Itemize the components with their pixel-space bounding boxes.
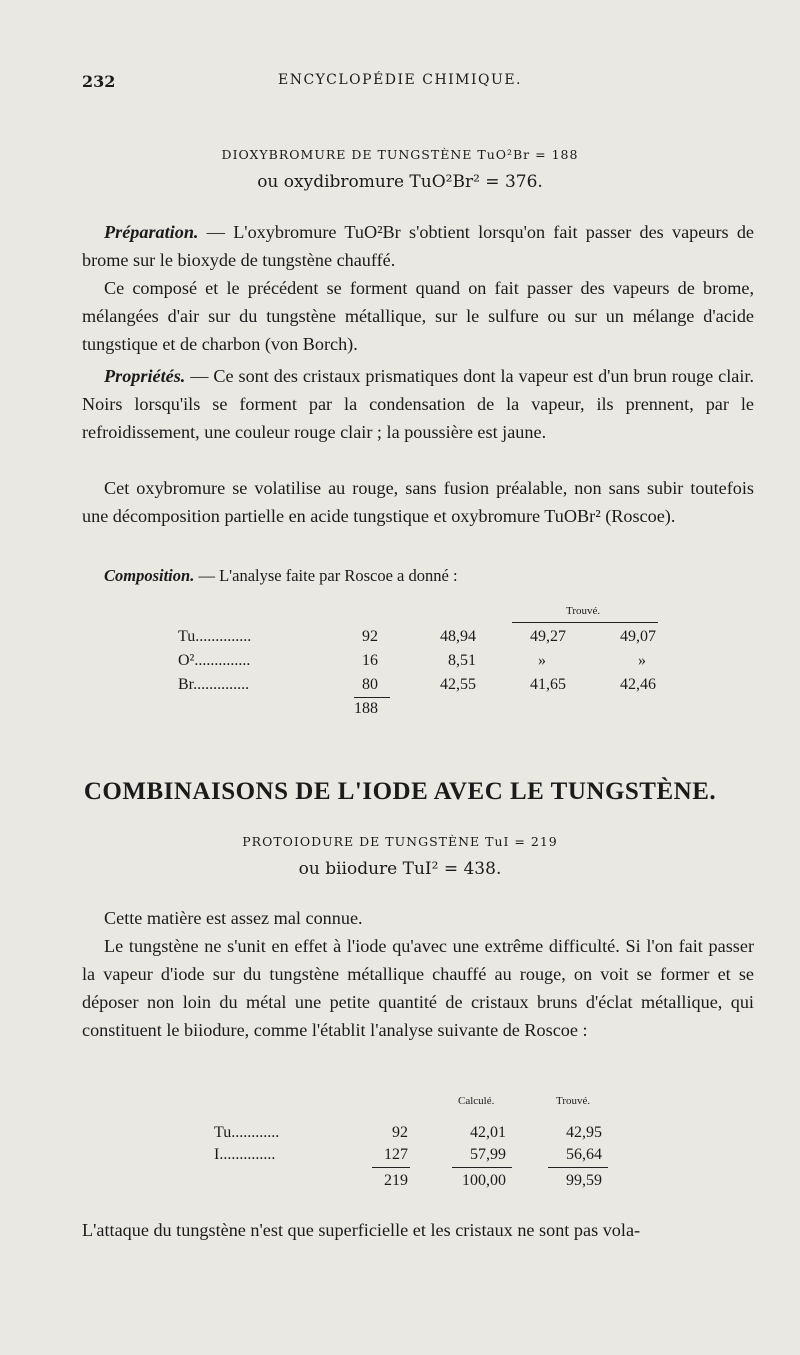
table-cell: »	[638, 652, 646, 669]
properties-label: Propriétés.	[104, 366, 186, 386]
table-total: 219	[384, 1172, 408, 1189]
table-cell: 48,94	[440, 628, 476, 645]
properties-text: — Ce sont des cristaux prismatiques dont la vapeur est d'un brun rouge clair. Noirs lorsqu'ils se forment par la condensation de la vapeur, ils prennent, par le refroidissement, une couleur rouge clair ; la poussière est jaune.	[82, 366, 754, 442]
found-header: Trouvé.	[566, 605, 601, 617]
table-cell: 92	[362, 628, 378, 645]
sum-rule	[372, 1167, 410, 1168]
table-row-element: Br..............	[178, 676, 250, 693]
table-cell: 16	[362, 652, 378, 669]
iodide-subtitle: ou biiodure TuI² = 438.	[298, 859, 502, 879]
table-cell: 8,51	[448, 652, 476, 669]
oxybromide-title: DIOXYBROMURE DE TUNGSTÈNE TuO²Br = 188	[221, 147, 579, 162]
table-row-element: I..............	[214, 1146, 276, 1163]
table-cell: 41,65	[530, 676, 566, 693]
calculated-header: Calculé.	[458, 1095, 495, 1107]
table-total: 100,00	[462, 1172, 506, 1189]
composition-text: — L'analyse faite par Roscoe a donné :	[194, 566, 458, 585]
section-title: COMBINAISONS DE L'IODE AVEC LE TUNGSTÈNE.	[83, 778, 717, 805]
preparation-label: Préparation.	[104, 222, 199, 242]
page-number: 232	[82, 72, 116, 91]
preparation-text: — L'oxybromure TuO²Br s'obtient lorsqu'on fait passer des vapeurs de brome sur le bioxyde de tungstène chauffé.	[82, 222, 754, 270]
table-row-element: O²..............	[178, 652, 251, 669]
composition-label: Composition.	[104, 566, 195, 585]
found-header: Trouvé.	[556, 1095, 591, 1107]
table-total: 99,59	[566, 1172, 602, 1189]
table-cell: 56,64	[566, 1146, 602, 1163]
table-cell: 42,46	[620, 676, 656, 693]
table-cell: 42,95	[566, 1124, 602, 1141]
table-cell: 127	[384, 1146, 408, 1163]
iodide-intro-paragraph: Cette matière est assez mal connue.	[104, 908, 363, 928]
table-row-element: Tu..............	[178, 628, 252, 645]
table-cell: 49,27	[530, 628, 566, 645]
table-cell: 42,01	[470, 1124, 506, 1141]
closing-line: L'attaque du tungstène n'est que superficielle et les cristaux ne sont pas vola-	[82, 1220, 641, 1240]
table-row-element: Tu............	[214, 1124, 280, 1141]
table-cell: 49,07	[620, 628, 656, 645]
table-total: 188	[354, 700, 378, 717]
table-cell: »	[538, 652, 546, 669]
table-cell: 80	[362, 676, 378, 693]
iodide-description-paragraph: Le tungstène ne s'unit en effet à l'iode qu'avec une extrême difficulté. Si l'on fait passer la vapeur d'iode sur du tungstène métallique chauffé au rouge, on voit se former et se déposer non loin du métal une petite quantité de cristaux bruns d'éclat métallique, qui constituent le biiodure, comme l'établit l'analyse suivante de Roscoe :	[82, 936, 754, 1040]
sum-rule	[452, 1167, 512, 1168]
sum-rule	[548, 1167, 608, 1168]
iodide-title: PROTOIODURE DE TUNGSTÈNE TuI = 219	[242, 834, 558, 849]
volatilization-paragraph: Cet oxybromure se volatilise au rouge, sans fusion préalable, non sans subir toutefois une décomposition partielle en acide tungstique et oxybromure TuOBr² (Roscoe).	[82, 478, 754, 526]
table-cell: 92	[392, 1124, 408, 1141]
oxybromide-subtitle: ou oxydibromure TuO²Br² = 376.	[257, 172, 543, 192]
table-cell: 42,55	[440, 676, 476, 693]
table-cell: 57,99	[470, 1146, 506, 1163]
running-title: ENCYCLOPÉDIE CHIMIQUE.	[278, 72, 522, 88]
formation-paragraph: Ce composé et le précédent se forment quand on fait passer des vapeurs de brome, mélangées d'air sur du tungstène métallique, sur le sulfure ou sur un mélange d'acide tungstique et de charbon (von Borch).	[82, 278, 754, 354]
